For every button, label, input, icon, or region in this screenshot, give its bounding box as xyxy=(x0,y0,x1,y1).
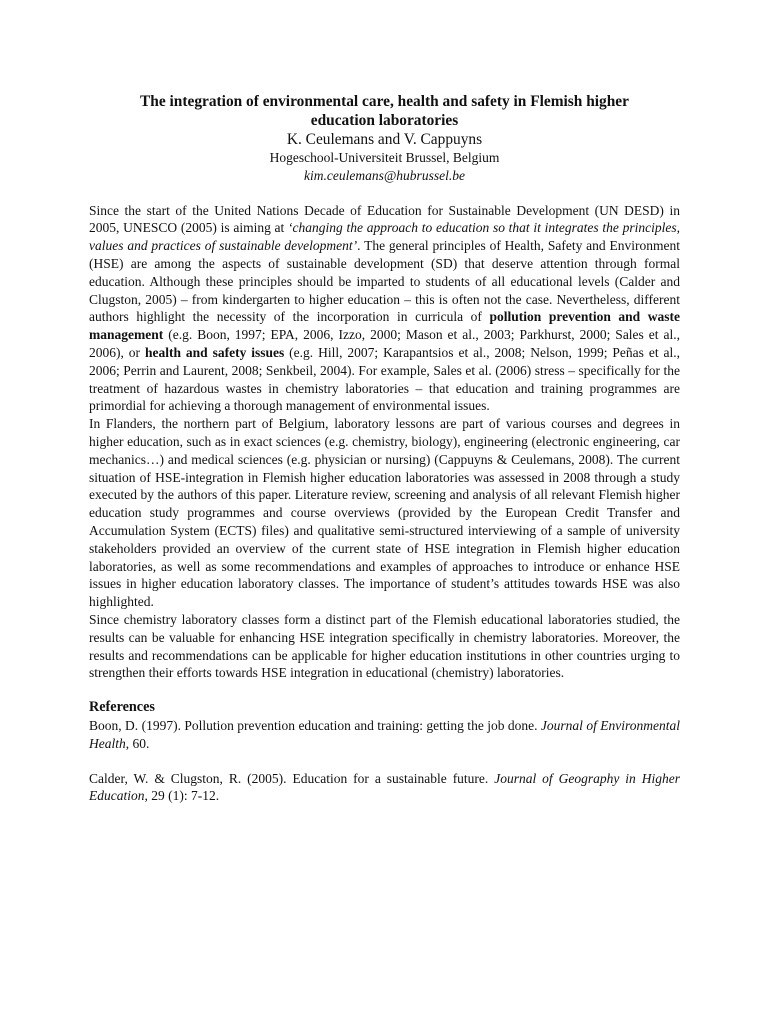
affiliation: Hogeschool-Universiteit Brussel, Belgium xyxy=(269,150,500,165)
unesco-quote: ‘changing the approach to education so that it integrates the principles, values and practices of sustainable development’ xyxy=(89,220,680,254)
pollution-prevention-term: pollution prevention and waste management xyxy=(89,309,681,343)
paragraph-1-text-a: Since the start of the United Nations Decade of Education for Sustainable Development (UN DESD) in 2005, UNESCO (2005) is aiming at xyxy=(89,202,680,236)
paper-title xyxy=(89,92,680,130)
reference-tail: , 29 (1): 7-12. xyxy=(144,788,220,804)
paper-page xyxy=(89,92,680,805)
reference-list xyxy=(89,717,680,805)
reference-tail: , 60. xyxy=(125,735,150,751)
reference-journal: Journal of Geography in Higher Education xyxy=(89,770,680,804)
reference-journal: Journal of Environmental Health xyxy=(89,717,680,751)
reference-item xyxy=(89,717,680,753)
health-safety-term: health and safety issues xyxy=(144,344,285,360)
paragraph-3: Since chemistry laboratory classes form a distinct part of the Flemish educational laboratories studied, the results can be valuable for enhancing HSE integration specifically in chemistry laboratories. Moreover, the results and recommendations can be applicable for higher education institutions in other countries urging to strengthen their efforts towards HSE integration in educational (chemistry) laboratories. xyxy=(89,611,680,681)
paragraph-1-text-b: . The general principles of Health, Safety and Environment (HSE) are among the aspects of sustainable development (SD) that deserve attention through formal education. Although these principles should be imparted to students of all educational levels (Calder and Clugston, 2005) – from kindergarten to higher education – this is often not the case. Nevertheless, different authors highlight the necessity of the incorporation in curricula of xyxy=(89,238,680,325)
author-email[interactable]: kim.ceulemans@hubrussel.be xyxy=(304,167,465,183)
authors: K. Ceulemans and V. Cappuyns xyxy=(286,131,483,148)
references-heading: References xyxy=(89,699,155,716)
paragraph-1-text-d: (e.g. Hill, 2007; Karapantsios et al., 2008; Nelson, 1999; Peñas et al., 2006; Perrin and Laurent, 2008; Senkbeil, 2004). For example, Sales et al. (2006) stress – specifically for the treatment of hazardous wastes in chemistry laboratories – that education and training programmes are primordial for achieving a thorough management of environmental issues. xyxy=(89,344,680,414)
reference-item xyxy=(89,770,680,806)
paragraph-2: In Flanders, the northern part of Belgium, laboratory lessons are part of various courses and degrees in higher education, such as in exact sciences (e.g. chemistry, biology), engineering (electronic engineering, car mechanics…) and medical sciences (e.g. physician or nursing) (Cappuyns & Ceulemans, 2008). The current situation of HSE-integration in Flemish higher education laboratories was assessed in 2008 through a study executed by the authors of this paper. Literature review, screening and analysis of all relevant Flemish higher education study programmes and course overviews (provided by the European Credit Transfer and Accumulation System (ECTS) files) and qualitative semi-structured interviewing of a sample of university stakeholders provided an overview of the current state of HSE integration in Flemish higher education laboratories, as well as some recommendations and examples of approaches to introduce or enhance HSE issues in higher education laboratory classes. The importance of student’s attitudes towards HSE was also highlighted. xyxy=(89,416,680,610)
paragraph-1 xyxy=(89,202,680,416)
title-line-1: The integration of environmental care, health and safety in Flemish higher xyxy=(140,93,629,110)
paragraph-1-text-c: (e.g. Boon, 1997; EPA, 2006, Izzo, 2000; Mason et al., 2003; Parkhurst, 2000; Sales et al., 2006), or xyxy=(89,327,680,360)
reference-text: Calder, W. & Clugston, R. (2005). Education for a sustainable future. xyxy=(89,770,495,786)
title-line-2: education laboratories xyxy=(310,112,459,129)
reference-text: Boon, D. (1997). Pollution prevention education and training: getting the job done. xyxy=(89,717,541,733)
abstract-body xyxy=(89,202,680,806)
